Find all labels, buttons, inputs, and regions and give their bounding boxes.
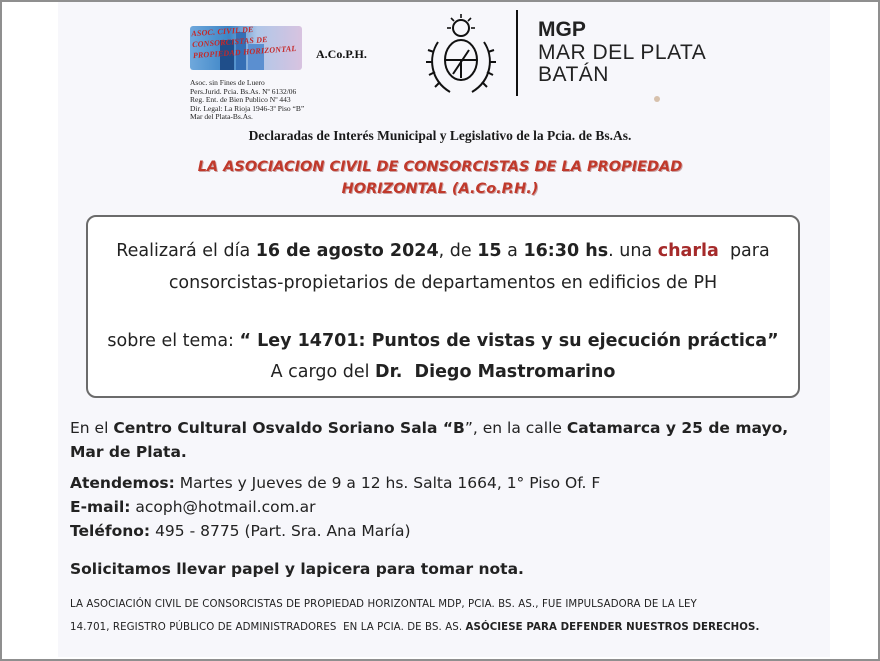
batan-label: BATÁN <box>538 63 609 86</box>
speaker-name: Dr. Diego Mastromarino <box>375 362 616 382</box>
end-time: 16:30 hs <box>523 241 609 261</box>
org-title-line: LA ASOCIACION CIVIL DE CONSORCISTAS DE LA PROPIEDAD <box>197 159 683 175</box>
contact-info <box>70 471 810 543</box>
print-mark <box>654 96 660 102</box>
text: ”, en la calle <box>464 419 567 437</box>
text: Realizará el día <box>116 241 256 261</box>
city-label: MAR DEL PLATA <box>538 41 707 64</box>
email-line <box>70 495 810 519</box>
text: , de <box>438 241 478 261</box>
event-announcement-box <box>86 215 800 398</box>
info-line: Asoc. sin Fines de Luero <box>190 78 265 87</box>
phone-label: Teléfono: <box>70 522 151 540</box>
text: En el <box>70 419 114 437</box>
footer-call-to-action: ASÓCIESE PARA DEFENDER NUESTROS DERECHOS. <box>465 622 760 633</box>
hours-label: Atendemos: <box>70 474 175 492</box>
start-time: 15 <box>477 241 502 261</box>
info-line: Reg. Ent. de Bien Publico Nº 443 <box>190 95 291 104</box>
venue-city: Mar de Plata. <box>70 443 187 461</box>
venue-name: Centro Cultural Osvaldo Soriano Sala “B <box>113 419 465 437</box>
footer-line <box>70 616 830 639</box>
text: sobre el tema: <box>107 331 240 351</box>
organization-title <box>0 156 880 200</box>
text: a <box>501 241 524 261</box>
logo-lettering: ASOC. CIVIL DE CONSORCISTAS DE PROPIEDAD HORIZONTAL <box>191 24 297 61</box>
charla-word: charla <box>657 241 719 261</box>
info-line: Pers.Jurid. Pcia. Bs.As. Nº 6132/06 <box>190 86 297 96</box>
hours-line <box>70 471 810 495</box>
email-label: E-mail: <box>70 498 131 516</box>
footer-line: LA ASOCIACIÓN CIVIL DE CONSORCISTAS DE PROPIEDAD HORIZONTAL MDP, PCIA. BS. AS., FUE IMPULSADORA DE LA LEY <box>70 599 697 610</box>
hours-value: Martes y Jueves de 9 a 12 hs. Salta 1664, 1° Piso Of. F <box>174 474 601 492</box>
acoph-logo <box>190 20 310 76</box>
footer-statement <box>70 593 830 639</box>
topic-title: “ Ley 14701: Puntos de vistas y su ejecución práctica” <box>239 331 779 351</box>
declared-interest: Declaradas de Interés Municipal y Legislativo de la Pcia. de Bs.As. <box>248 128 632 143</box>
phone-value: 495 - 8775 (Part. Sra. Ana María) <box>150 522 411 540</box>
request-note: Solicitamos llevar papel y lapicera para tomar nota. <box>70 560 524 578</box>
phone-line <box>70 519 810 543</box>
municipal-crest-icon <box>420 12 502 98</box>
org-title-line: HORIZONTAL (A.Co.P.H.) <box>341 181 539 197</box>
mgp-logo <box>538 18 706 86</box>
text: A cargo del <box>270 362 376 382</box>
audience-line: consorcistas-propietarios de departamentos en edificios de PH <box>168 273 718 293</box>
info-line: Dir. Legal: La Rioja 1946-3º Piso “B” <box>190 103 305 113</box>
event-date-line <box>88 241 798 261</box>
info-line: Mar del Plata-Bs.As. <box>190 112 253 121</box>
event-date: 16 de agosto 2024 <box>255 241 439 261</box>
text: . una <box>608 241 658 261</box>
mgp-label: MGP <box>538 18 586 41</box>
venue-paragraph <box>70 416 810 464</box>
speaker-line <box>88 362 798 382</box>
acronym-label: A.Co.P.H. <box>316 47 367 61</box>
header-divider <box>516 10 518 96</box>
association-info <box>190 79 370 122</box>
venue-street: Catamarca y 25 de mayo, <box>566 419 789 437</box>
text: para <box>718 241 770 261</box>
email-value: acoph@hotmail.com.ar <box>130 498 316 516</box>
text: 14.701, REGISTRO PÚBLICO DE ADMINISTRADORES EN LA PCIA. DE BS. AS. <box>70 622 466 633</box>
topic-line <box>88 331 798 351</box>
